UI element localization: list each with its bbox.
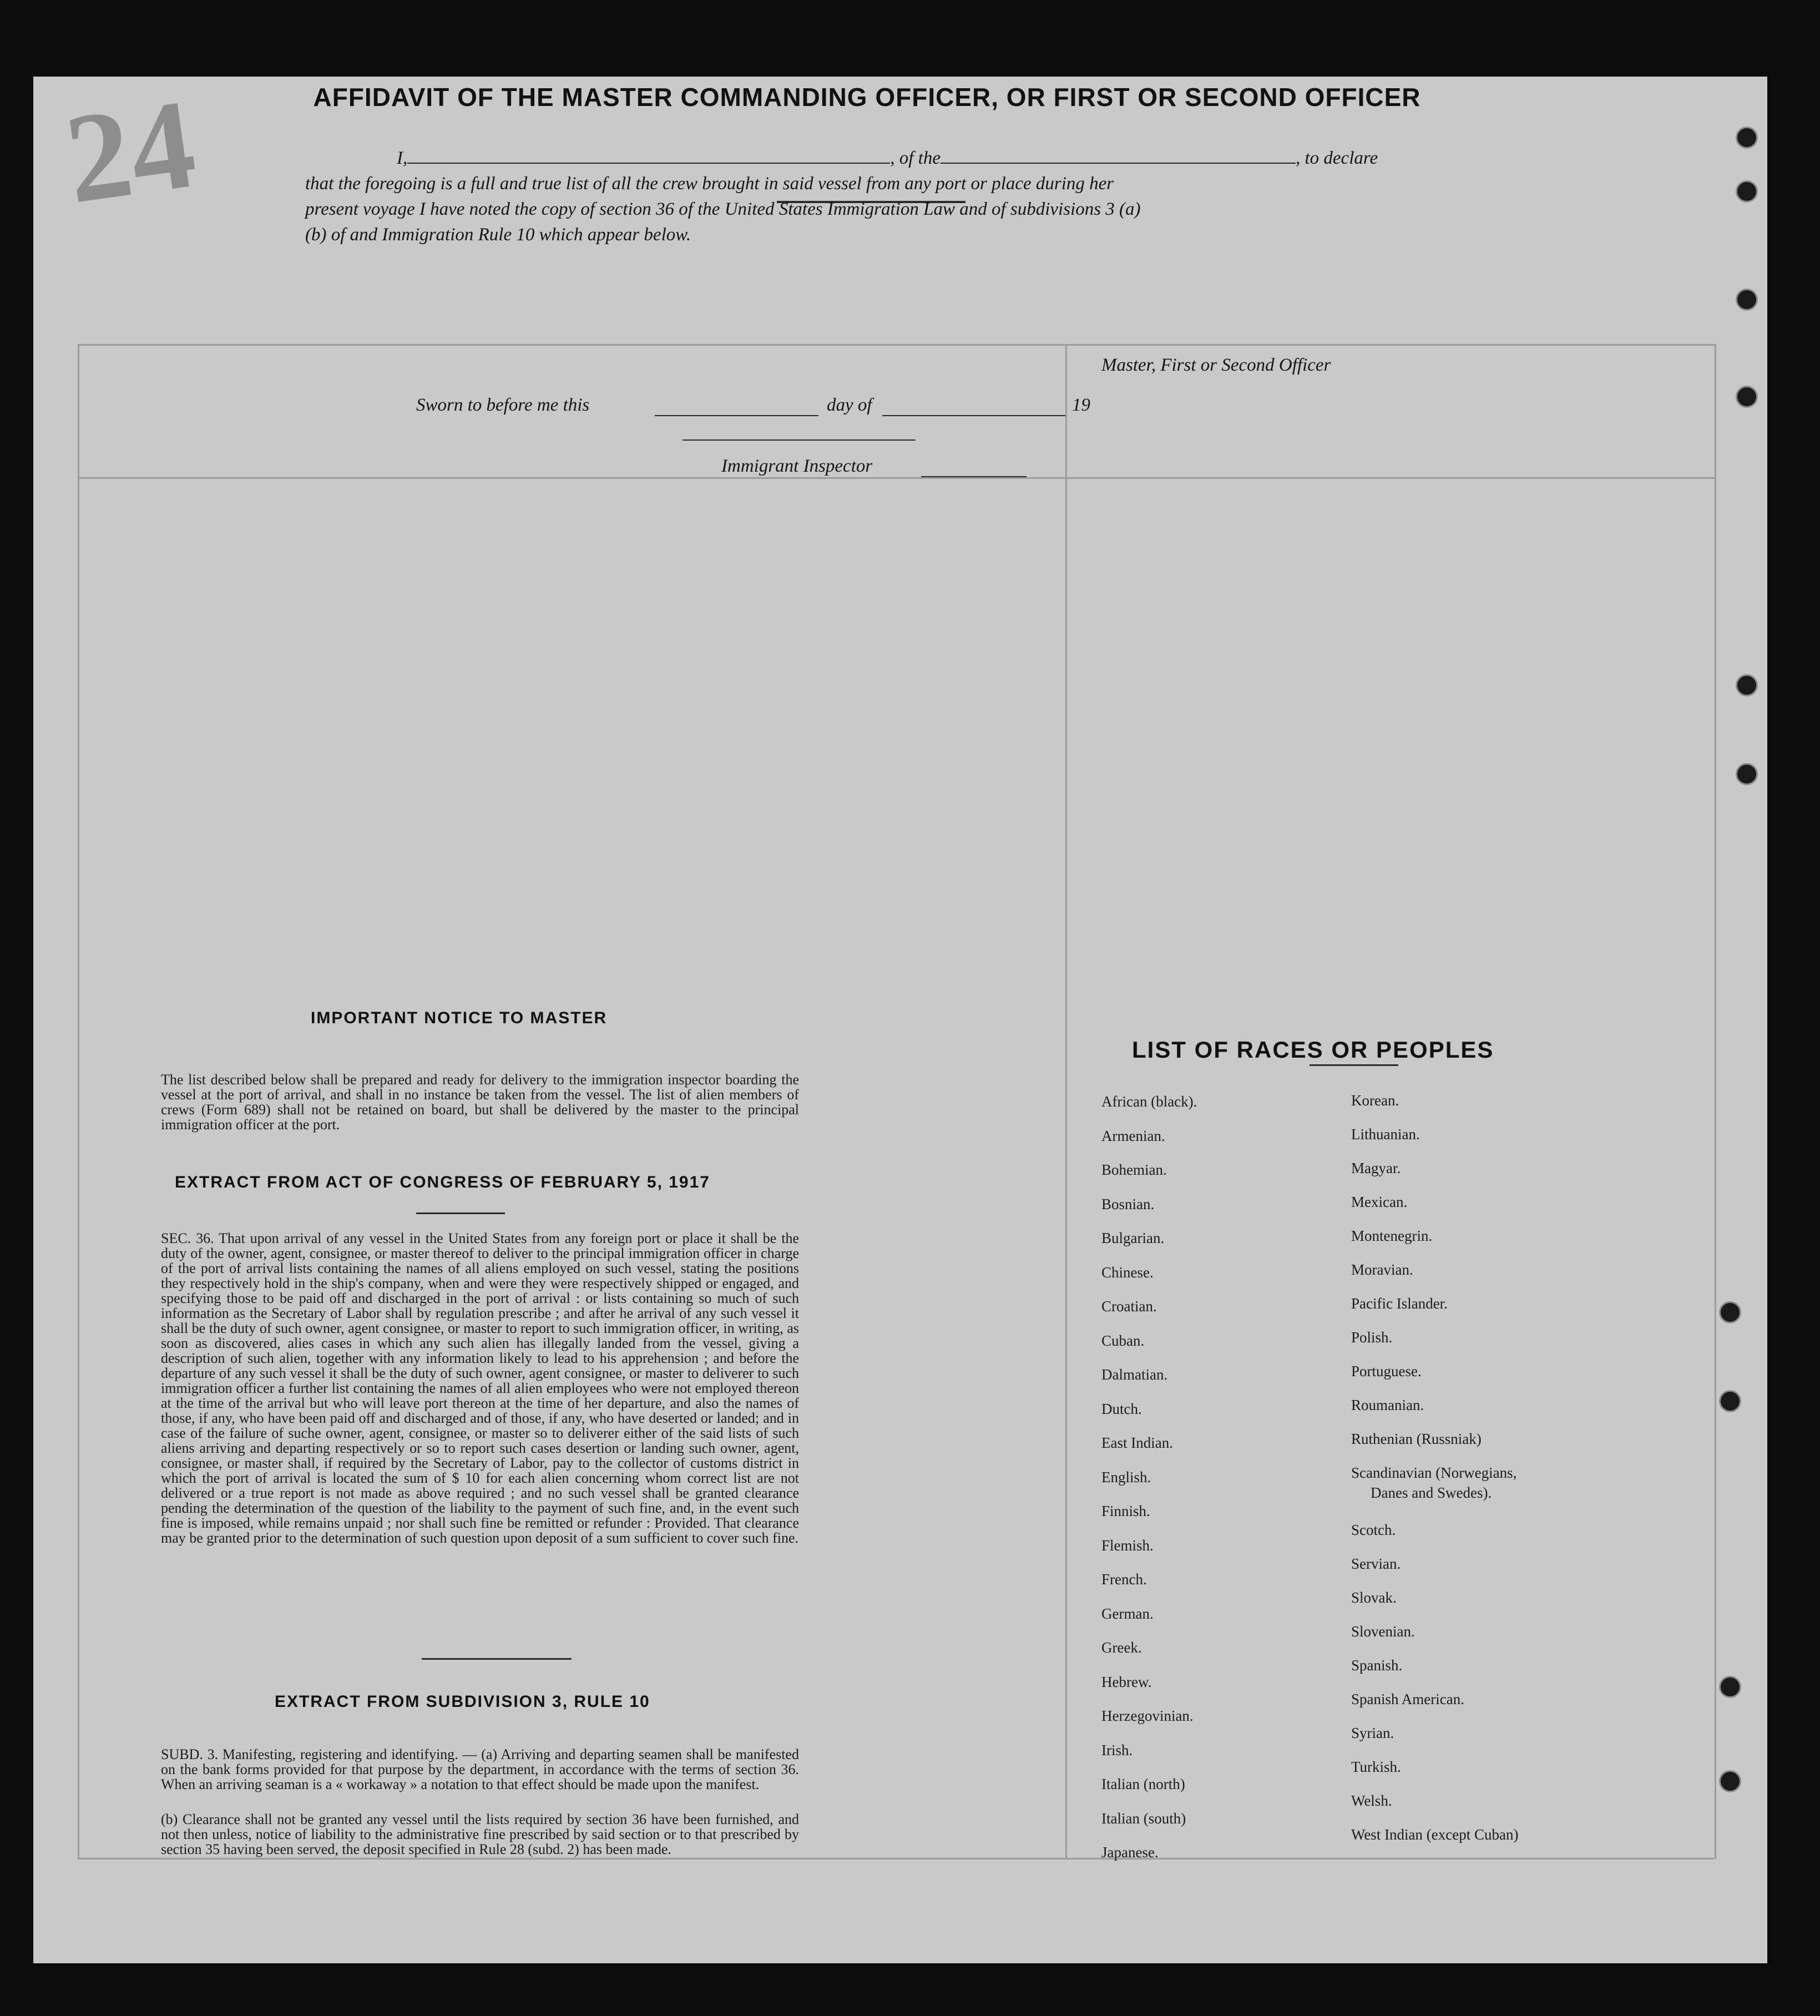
punch-hole [1736,763,1758,785]
race-item: Bohemian. [1101,1161,1167,1178]
race-item: Ruthenian (Russniak) [1351,1431,1482,1447]
ghost-grid-line [78,1858,1715,1860]
signature-caption: Master, First or Second Officer [1101,355,1331,375]
inspector-signature-line [683,439,916,441]
extract-rule-text-a: SUBD. 3. Manifesting, registering and identifying. — (a) Arriving and departing seamen shall be manifested on the bank forms provided for that purpose by the department, in accordance with the terms of section 36. When an arriving seaman is a « workaway » a notation to that effect should be made upon the manifest. [161,1746,799,1792]
race-item: Cuban. [1101,1332,1145,1349]
race-item: Montenegrin. [1351,1227,1433,1244]
sworn-text-c: 19 [1072,395,1090,415]
punch-hole [1736,289,1758,311]
race-item: Lithuanian. [1351,1126,1420,1143]
extract-act-title: EXTRACT FROM ACT OF CONGRESS OF FEBRUARY 5, 1917 [175,1173,710,1191]
race-item: Slovak. [1351,1589,1397,1606]
notice-text: The list described below shall be prepared and ready for delivery to the immigration inspector boarding the vessel at the port of arrival, and shall in no instance be taken from the vessel. The list of alien members of crews (Form 689) shall not be retained on board, but shall be delivered by the master to the principal immigration officer at the port. [161,1072,799,1133]
race-item: Mexican. [1351,1194,1408,1210]
punch-hole [1736,674,1758,696]
race-item: Dutch. [1101,1400,1142,1417]
notice-title: IMPORTANT NOTICE TO MASTER [311,1009,608,1027]
affidavit-title: AFFIDAVIT OF THE MASTER COMMANDING OFFICER, OR FIRST OR SECOND OFFICER [313,83,1421,112]
affidavit-text [305,145,1409,247]
races-title: LIST OF RACES OR PEOPLES [1132,1037,1494,1063]
inspector-caption: Immigrant Inspector [721,456,873,476]
race-item: Syrian. [1351,1725,1394,1741]
race-item: Dalmatian. [1101,1366,1168,1383]
race-item: Bulgarian. [1101,1230,1165,1246]
race-item: Japanese. [1101,1844,1159,1861]
day-blank [655,415,818,416]
extract-act-end-rule [422,1658,572,1660]
race-item: Korean. [1351,1092,1399,1109]
race-item: Flemish. [1101,1537,1154,1554]
punch-hole [1719,1770,1741,1792]
extract-act-rule [416,1212,505,1214]
ghost-grid-line [1065,344,1067,1859]
race-item: Danes and Swedes). [1371,1484,1492,1501]
sworn-text-a: Sworn to before me this [416,395,590,415]
race-item: Bosnian. [1101,1195,1155,1212]
race-item: Finnish. [1101,1503,1150,1519]
race-item: Greek. [1101,1639,1142,1656]
ghost-grid-line [78,344,1715,346]
race-item: Turkish. [1351,1759,1401,1775]
sworn-text-b: day of [827,395,872,415]
punch-hole [1736,127,1758,149]
race-item: Herzegovinian. [1101,1707,1194,1724]
race-item: French. [1101,1571,1147,1588]
stamp-number: 24 [57,72,204,230]
punch-hole [1719,1390,1741,1412]
extract-rule-title: EXTRACT FROM SUBDIVISION 3, RULE 10 [275,1692,650,1711]
race-item: East Indian. [1101,1434,1173,1451]
extract-rule-text-b: (b) Clearance shall not be granted any vessel until the lists required by section 36 have been furnished, and not then unless, notice of liability to the administrative fine prescribed by said section or to that prescribed by section 35 having been served, the deposit specified in Rule 28 (subd. 2) has been made. [161,1811,799,1857]
vessel-blank [941,146,1296,164]
race-item: Spanish. [1351,1657,1403,1674]
document-sheet [33,77,1767,1963]
race-item: Polish. [1351,1329,1393,1346]
affidavit-line1-c: , to declare [1295,148,1378,168]
race-item: Pacific Islander. [1351,1295,1448,1312]
affidavit-line-3: present voyage I have noted the copy of section 36 of the United States Immigration Law and of subdivisions 3 (a) [305,199,1141,219]
race-item: Scotch. [1351,1522,1396,1538]
race-item: Italian (north) [1101,1776,1185,1792]
races-title-rule [1310,1064,1398,1066]
affidavit-line1-b: , of the [890,148,941,168]
affidavit-line1-a: I, [397,148,408,168]
race-item: African (black). [1101,1093,1197,1110]
name-blank [407,146,890,164]
race-item: Roumanian. [1351,1397,1424,1413]
race-item: Hebrew. [1101,1673,1152,1690]
ghost-grid-line [78,344,79,1859]
race-item: Croatian. [1101,1298,1157,1315]
punch-hole [1719,1676,1741,1698]
race-item: Scandinavian (Norwegians, [1351,1464,1517,1481]
race-item: Magyar. [1351,1160,1401,1176]
race-item: German. [1101,1605,1154,1622]
ghost-grid-line [78,477,1715,479]
punch-hole [1736,180,1758,203]
race-item: Slovenian. [1351,1623,1415,1640]
race-item: Irish. [1101,1741,1133,1759]
race-item: Moravian. [1351,1261,1413,1278]
race-item: Welsh. [1351,1792,1392,1809]
punch-hole [1736,386,1758,408]
punch-hole [1719,1301,1741,1323]
affidavit-line-1 [305,145,1409,171]
race-item: Armenian. [1101,1127,1165,1144]
race-item: Servian. [1351,1555,1401,1572]
extract-act-text: SEC. 36. That upon arrival of any vessel in the United States from any foreign port or place it shall be the duty of the owner, agent, consignee, or master thereof to deliver to the principal immigration officer in charge of the port of arrival lists containing the names of all aliens employed on such vessel, stating the positions they respectively hold in the ship's company, when and were they were respectively shipped or engaged, and specifying those to be paid off and discharged in the port of arrival : or lists containing so much of such information as the Secretary of Labor shall by regulation prescribe ; and after he arrival of any such vessel it shall be the duty of such owner, agent consignee, or master to report to such immigration officer, in writing, as soon as discovered, alies cases in which any such alien has illegally landed from the vessel, giving a description of such alien, together with any information likely to lead to his apprehension ; and before the departure of any such vessel it shall be the duty of such owner, agent consignee, or master to deliverer to such immigration officer a further list containing the names of all alien employees who were not employed thereon at the time of the arrival but who will leave port thereon at the time of her departure, and also the names of those, if any, who have been paid off and discharged and of those, if any, who have deserted or landed; and in case of the failure of suche owner, agent, consignee, or master so to deliverer either of the said lists of such aliens arriving and departing respectively or so to report such cases desertion or landing such owner, agent, consignee, or master shall, if required by the Secretary of Labor, pay to the collector of customs district in which the port of arrival is located the sum of $ 10 for each alien concerning whom correct list are not delivered or a true report is not made as above required ; and no such vessel shall be granted clearance pending the determination of the question of the liability to the payment of such fine, and, in the event such fine is imposed, while remains unpaid ; nor shall such fine be remitted or refunder : Provided. That clearance may be granted prior to the determination of such question upon deposit of a sum sufficient to cover such fine. [161,1230,799,1546]
inspector-blank [921,476,1027,477]
ghost-grid-line [1715,344,1716,1859]
race-item: Portuguese. [1351,1363,1422,1380]
race-item: Spanish American. [1351,1691,1464,1707]
race-item: English. [1101,1468,1151,1486]
month-blank [882,415,1065,416]
affidavit-line-2: that the foregoing is a full and true list of all the crew brought in said vessel from any port or place during her [305,174,1114,194]
race-item: Italian (south) [1101,1810,1186,1827]
race-item: West Indian (except Cuban) [1351,1826,1519,1843]
affidavit-line-4: (b) of and Immigration Rule 10 which appear below. [305,225,691,245]
race-item: Chinese. [1101,1264,1154,1281]
